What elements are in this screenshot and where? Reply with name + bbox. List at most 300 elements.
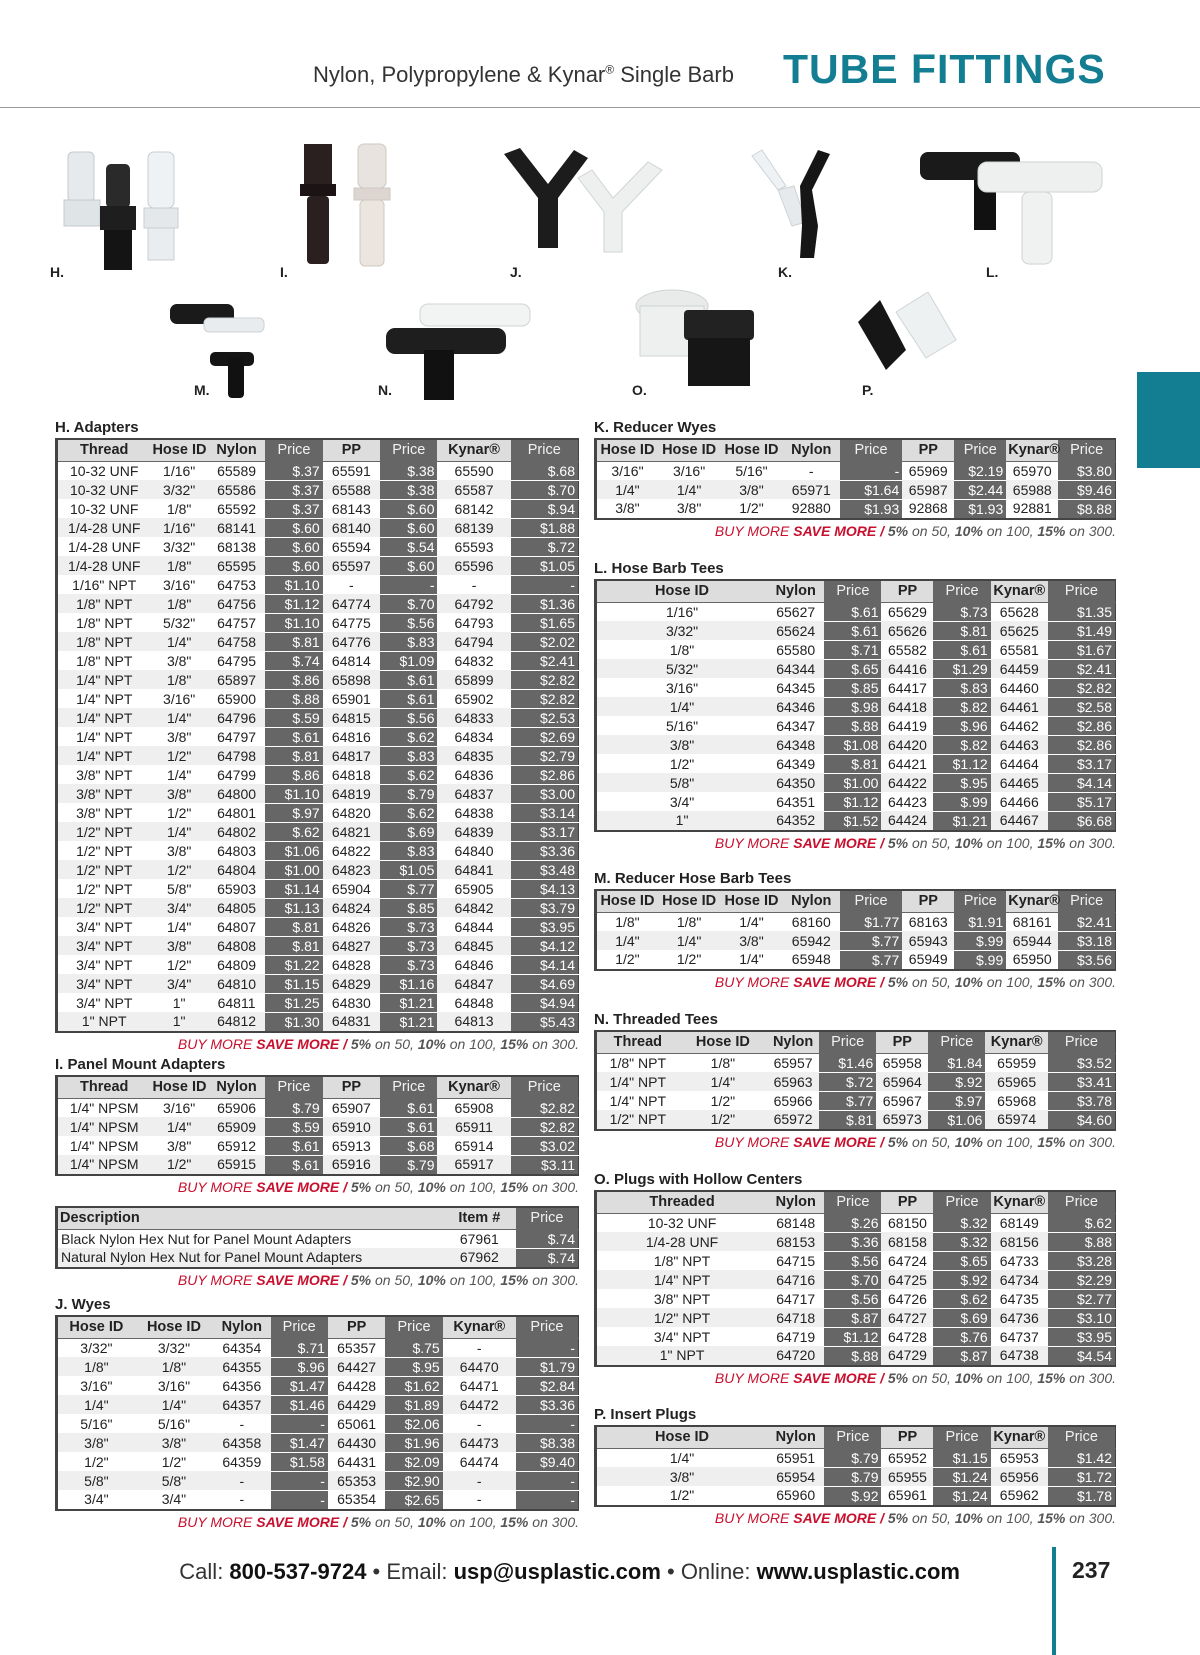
- table-header-row: [596, 580, 1116, 602]
- price-cell: $.81: [265, 936, 322, 955]
- column-header: Price: [511, 1076, 579, 1098]
- table-row: [57, 936, 579, 955]
- table-cell: 64470: [443, 1357, 516, 1376]
- table-cell: 64418: [881, 697, 933, 716]
- table-cell: 64836: [454, 766, 494, 783]
- table-cell: 3/8": [596, 735, 768, 754]
- table-cell: 64807: [217, 918, 257, 935]
- price-cell: $.99: [933, 792, 990, 811]
- website-link[interactable]: www.usplastic.com: [756, 1559, 960, 1584]
- price-cell: $2.86: [1048, 735, 1116, 754]
- price-cell: $1.10: [265, 575, 322, 594]
- column-header: Hose ID: [135, 1316, 213, 1338]
- table-cell: -: [239, 1415, 245, 1432]
- table-cell: 3/4" NPT: [76, 918, 133, 935]
- price-cell: $6.68: [1048, 811, 1116, 831]
- price-cell: $.37: [265, 480, 322, 499]
- price-table: [594, 1030, 1116, 1131]
- table-cell: 64464: [999, 755, 1039, 772]
- price-cell: $1.09: [380, 651, 437, 670]
- photo-label-l: L.: [986, 264, 999, 280]
- price-cell: $1.67: [1048, 640, 1116, 659]
- price-cell: $1.12: [824, 792, 881, 811]
- table-cell: 3/8": [150, 936, 207, 955]
- table-cell: 64462: [999, 717, 1039, 734]
- table-cell: 64830: [331, 994, 371, 1011]
- table-cell: 64734: [991, 1270, 1048, 1289]
- column-header: PP: [328, 1316, 385, 1338]
- table-cell: 64823: [323, 860, 380, 879]
- table-row: [57, 1136, 579, 1155]
- table-cell: 3/32": [596, 621, 768, 640]
- table-cell: 10-32 UNF: [647, 1214, 717, 1231]
- table-cell: 1/4": [57, 1395, 135, 1414]
- table-header-row: [596, 1031, 1116, 1053]
- table-cell: 65061: [337, 1415, 377, 1432]
- panel-mount-adapter-photo: [300, 140, 410, 280]
- table-cell: 64348: [767, 735, 824, 754]
- price-cell: $.62: [1048, 1213, 1116, 1232]
- table-row: [57, 537, 579, 556]
- table-cell: 1/8" NPT: [57, 594, 151, 613]
- table-cell: 65916: [323, 1155, 380, 1175]
- price-cell: $.56: [824, 1289, 881, 1308]
- table-header-row: [596, 1191, 1116, 1213]
- price-cell: $1.35: [1048, 602, 1116, 621]
- table-cell: 3/8": [720, 931, 782, 950]
- price-cell: $.60: [380, 518, 437, 537]
- table-row: [57, 917, 579, 936]
- table-cell: 3/8": [135, 1433, 213, 1452]
- price-cell: -: [380, 575, 437, 594]
- table-row: [57, 1395, 579, 1414]
- price-cell: $.82: [933, 697, 990, 716]
- price-cell: $1.05: [380, 860, 437, 879]
- price-cell: $.62: [380, 803, 437, 822]
- price-cell: $1.36: [511, 594, 579, 613]
- column-header: Price: [840, 439, 902, 461]
- table-row: [596, 640, 1116, 659]
- table-cell: 1" NPT: [57, 1012, 151, 1032]
- table-cell: 1/4" NPSM: [57, 1117, 151, 1136]
- table-cell: 1/4" NPT: [57, 708, 151, 727]
- table-cell: 1/4-28 UNF: [68, 538, 141, 555]
- table-cell: 65629: [888, 603, 927, 620]
- table-cell: 65959: [997, 1054, 1037, 1071]
- price-cell: $4.60: [1048, 1110, 1116, 1130]
- table-cell: 65961: [888, 1487, 927, 1504]
- price-cell: $2.65: [385, 1490, 442, 1510]
- buy-more-save-more-note: BUY MORE SAVE MORE / 5% on 50, 10% on 100, 15% on 300.: [714, 973, 1116, 990]
- price-cell: $1.13: [265, 898, 322, 917]
- price-cell: $3.02: [511, 1136, 579, 1155]
- table-cell: -: [808, 462, 814, 479]
- table-cell: 1/8": [669, 641, 695, 658]
- price-cell: $.77: [840, 931, 902, 950]
- price-cell: $.61: [380, 1098, 437, 1117]
- table-cell: 1/4" NPSM: [57, 1155, 151, 1175]
- table-row: [596, 931, 1116, 950]
- table-cell: 64758: [208, 632, 265, 651]
- table-cell: 64801: [217, 804, 257, 821]
- table-cell: 65962: [999, 1487, 1039, 1504]
- table-row: [596, 1091, 1116, 1110]
- price-cell: $1.96: [385, 1433, 442, 1452]
- email-link[interactable]: usp@usplastic.com: [453, 1559, 661, 1584]
- table-cell: 1/8" NPT: [653, 1252, 711, 1269]
- column-header: Nylon: [783, 890, 840, 912]
- price-cell: $.81: [933, 621, 990, 640]
- price-cell: $1.00: [824, 773, 881, 792]
- table-cell: 5/32": [596, 659, 768, 678]
- table-cell: 1/8" NPT: [76, 652, 133, 669]
- table-cell: 64352: [767, 811, 824, 831]
- table-cell: 1/4": [596, 931, 658, 950]
- table-cell: 65900: [217, 690, 257, 707]
- table-cell: 1/4-28 UNF: [57, 556, 151, 575]
- price-cell: $3.95: [511, 917, 579, 936]
- buy-more-save-more-note: BUY MORE SAVE MORE / 5% on 50, 10% on 100, 15% on 300.: [177, 1271, 579, 1288]
- price-cell: $.79: [265, 1098, 322, 1117]
- table-row: [596, 912, 1116, 931]
- table-cell: 5/8": [135, 1471, 213, 1490]
- price-cell: -: [516, 1471, 579, 1490]
- column-header: Thread: [57, 1076, 151, 1098]
- table-row: [596, 1289, 1116, 1308]
- price-cell: -: [271, 1414, 328, 1433]
- table-cell: 68142: [454, 500, 494, 517]
- price-cell: $.88: [265, 689, 322, 708]
- table-row: [596, 1072, 1116, 1091]
- table-cell: 64737: [999, 1328, 1039, 1345]
- table-cell: 65626: [881, 621, 933, 640]
- price-cell: $1.64: [840, 480, 902, 499]
- column-header: PP: [881, 1426, 933, 1448]
- table-cell: 65988: [1006, 480, 1058, 499]
- price-cell: $3.52: [1048, 1053, 1116, 1072]
- price-cell: $1.10: [265, 613, 322, 632]
- contact-line: Call: 800-537-9724 • Email: usp@usplastic.com • Online: www.usplastic.com: [179, 1559, 960, 1584]
- table-row: [57, 784, 579, 803]
- table-row: [57, 822, 579, 841]
- price-cell: $.85: [824, 678, 881, 697]
- column-header: Kynar®: [443, 1316, 516, 1338]
- table-cell: 1/4": [150, 822, 207, 841]
- price-cell: $1.24: [933, 1467, 990, 1486]
- table-cell: 64821: [323, 822, 380, 841]
- price-cell: $.76: [933, 1327, 990, 1346]
- price-cell: $.62: [265, 822, 322, 841]
- price-cell: $.73: [933, 602, 990, 621]
- table-cell: 68149: [999, 1214, 1039, 1231]
- table-cell: 1/4": [150, 708, 207, 727]
- price-cell: $.56: [824, 1251, 881, 1270]
- page-subtitle: Nylon, Polypropylene & Kynar® Single Barb: [313, 62, 734, 87]
- table-cell: 5/16": [735, 462, 768, 479]
- price-cell: $.92: [933, 1270, 990, 1289]
- table-cell: 1/2": [84, 1453, 109, 1470]
- column-header: Hose ID: [596, 890, 658, 912]
- table-row: [596, 1270, 1116, 1289]
- table-cell: 65907: [331, 1099, 371, 1116]
- price-cell: $1.25: [265, 993, 322, 1012]
- table-cell: 65901: [331, 690, 371, 707]
- column-header: Price: [1058, 439, 1115, 461]
- table-row: [596, 811, 1116, 831]
- table-cell: 64350: [767, 773, 824, 792]
- table-cell: 5/16": [157, 1415, 191, 1432]
- table-cell: 65972: [767, 1110, 819, 1130]
- price-cell: $1.93: [840, 499, 902, 519]
- photo-label-i: I.: [280, 264, 288, 280]
- table-cell: -: [476, 1339, 482, 1356]
- price-cell: $.74: [516, 1229, 579, 1248]
- table-cell: 64757: [217, 614, 257, 631]
- table-row: [57, 1248, 579, 1268]
- price-cell: $9.46: [1058, 480, 1115, 499]
- price-cell: $3.36: [516, 1395, 579, 1414]
- table-cell: 64461: [991, 697, 1048, 716]
- table-row: [57, 670, 579, 689]
- price-cell: $.71: [824, 640, 881, 659]
- table-cell: 65353: [328, 1471, 385, 1490]
- table-cell: 3/8" NPT: [653, 1290, 711, 1307]
- table-cell: 64838: [454, 804, 494, 821]
- insert-plug-photo: [852, 292, 962, 382]
- price-cell: $1.89: [385, 1395, 442, 1414]
- column-header: Nylon: [767, 1191, 824, 1213]
- reducer-hose-barb-tees-section: [594, 869, 1116, 993]
- table-cell: 3/16": [157, 1377, 191, 1394]
- table-cell: 68158: [881, 1232, 933, 1251]
- table-cell: 64811: [217, 994, 256, 1011]
- column-header: Hose ID: [720, 890, 782, 912]
- table-cell: 65954: [767, 1467, 824, 1486]
- table-cell: 5/32": [163, 614, 196, 631]
- price-cell: -: [511, 575, 579, 594]
- table-cell: 64837: [437, 784, 510, 803]
- table-cell: 65950: [1012, 951, 1052, 968]
- price-cell: $1.58: [271, 1452, 328, 1471]
- price-cell: $.75: [385, 1338, 442, 1357]
- price-cell: $4.69: [511, 974, 579, 993]
- table-cell: 64829: [323, 974, 380, 993]
- column-header: Price: [824, 1426, 881, 1448]
- column-header: Kynar®: [991, 1426, 1048, 1448]
- table-cell: 65897: [208, 670, 265, 689]
- table-cell: 64813: [437, 1012, 510, 1032]
- table-cell: 65987: [902, 480, 954, 499]
- table-cell: 64792: [437, 594, 510, 613]
- section-title: N. Threaded Tees: [594, 1011, 718, 1028]
- table-cell: 64719: [776, 1328, 816, 1345]
- table-cell: 65958: [882, 1054, 922, 1071]
- table-cell: 1/4" NPT: [596, 1072, 679, 1091]
- table-cell: 1/16": [665, 603, 699, 620]
- table-row: [596, 1346, 1116, 1366]
- table-cell: 65902: [454, 690, 494, 707]
- price-cell: $.60: [380, 499, 437, 518]
- table-cell: 1/16": [150, 518, 207, 537]
- column-header: Price: [271, 1316, 328, 1338]
- table-cell: -: [443, 1471, 516, 1490]
- table-cell: 1/8": [710, 1054, 736, 1071]
- price-cell: $.81: [265, 917, 322, 936]
- price-cell: $.79: [824, 1467, 881, 1486]
- table-row: [596, 716, 1116, 735]
- price-cell: $1.21: [933, 811, 990, 831]
- table-cell: 3/8": [57, 1433, 135, 1452]
- table-cell: 64828: [331, 956, 371, 973]
- table-cell: 1/4": [596, 697, 768, 716]
- table-cell: 65974: [985, 1110, 1047, 1130]
- table-header-row: [596, 1426, 1116, 1448]
- table-cell: 64463: [991, 735, 1048, 754]
- column-header: Nylon: [767, 1031, 819, 1053]
- table-row: [596, 1213, 1116, 1232]
- price-cell: $.88: [824, 716, 881, 735]
- table-row: [57, 1229, 579, 1248]
- table-cell: 64824: [323, 898, 380, 917]
- table-cell: 64803: [217, 842, 257, 859]
- table-cell: 64844: [454, 918, 494, 935]
- price-cell: $.95: [933, 773, 990, 792]
- table-cell: 65949: [908, 951, 948, 968]
- photo-label-p: P.: [862, 382, 874, 398]
- table-cell: 65624: [767, 621, 824, 640]
- price-cell: $.73: [380, 917, 437, 936]
- price-cell: $3.95: [1048, 1327, 1116, 1346]
- table-cell: 1/2": [669, 1487, 695, 1504]
- table-row: [596, 773, 1116, 792]
- price-cell: $.68: [511, 461, 579, 480]
- price-cell: $1.62: [385, 1376, 442, 1395]
- price-cell: $.69: [380, 822, 437, 841]
- footer-divider: [1052, 1547, 1056, 1655]
- price-cell: $2.79: [511, 746, 579, 765]
- table-cell: 68143: [331, 500, 371, 517]
- price-cell: $.96: [933, 716, 990, 735]
- column-header: Price: [840, 890, 902, 912]
- hose-barb-tee-photo: [918, 150, 1108, 270]
- table-cell: 1/16" NPT: [72, 576, 137, 593]
- price-cell: -: [271, 1490, 328, 1510]
- table-cell: 65911: [437, 1117, 510, 1136]
- price-table: [55, 438, 579, 1033]
- price-cell: $.86: [265, 765, 322, 784]
- buy-more-save-more-note: BUY MORE SAVE MORE / 5% on 50, 10% on 100, 15% on 300.: [177, 1513, 579, 1530]
- price-cell: $.56: [380, 613, 437, 632]
- table-cell: 64716: [767, 1270, 824, 1289]
- table-cell: 64467: [991, 811, 1048, 831]
- table-cell: 1/2" NPT: [57, 822, 151, 841]
- table-cell: 64833: [437, 708, 510, 727]
- table-cell: 1/4" NPT: [596, 1270, 768, 1289]
- price-cell: $8.38: [516, 1433, 579, 1452]
- table-cell: 64842: [437, 898, 510, 917]
- table-row: [596, 480, 1116, 499]
- table-cell: 64419: [888, 717, 927, 734]
- price-cell: $.99: [954, 950, 1006, 970]
- section-title: P. Insert Plugs: [594, 1406, 697, 1423]
- table-cell: 1/2" NPT: [57, 860, 151, 879]
- table-row: [57, 689, 579, 708]
- reducer-hose-barb-tee-photo: [170, 298, 270, 402]
- price-cell: $1.79: [516, 1357, 579, 1376]
- column-header: Nylon: [208, 1076, 265, 1098]
- table-cell: 65914: [454, 1137, 494, 1154]
- table-header-row: [57, 1316, 579, 1338]
- phone-link[interactable]: 800-537-9724: [229, 1559, 367, 1584]
- column-header: Hose ID: [57, 1316, 135, 1338]
- table-cell: 3/16": [163, 1099, 196, 1116]
- table-row: [57, 974, 579, 993]
- table-cell: 1/2": [161, 1453, 187, 1470]
- table-cell: 64355: [213, 1357, 270, 1376]
- table-row: [57, 1338, 579, 1357]
- table-row: [596, 1308, 1116, 1327]
- table-cell: 64840: [454, 842, 494, 859]
- price-cell: $2.82: [511, 689, 579, 708]
- price-cell: $3.48: [511, 860, 579, 879]
- price-cell: $1.24: [933, 1486, 990, 1506]
- table-cell: 64799: [217, 766, 257, 783]
- table-cell: 1/8": [150, 670, 207, 689]
- price-cell: $2.90: [385, 1471, 442, 1490]
- table-cell: 65581: [999, 641, 1039, 658]
- table-cell: 65580: [776, 641, 816, 658]
- table-cell: -: [239, 1491, 245, 1508]
- price-cell: $.54: [380, 537, 437, 556]
- table-cell: 3/4": [84, 1491, 109, 1508]
- table-cell: 64422: [881, 773, 933, 792]
- table-cell: 64471: [459, 1377, 499, 1394]
- price-cell: $.38: [380, 461, 437, 480]
- price-cell: $.81: [819, 1110, 876, 1130]
- table-cell: 1/4": [739, 913, 764, 930]
- price-cell: $.72: [511, 537, 579, 556]
- table-cell: 64820: [331, 804, 371, 821]
- table-cell: 3/4" NPT: [57, 936, 151, 955]
- table-cell: 65593: [454, 538, 494, 555]
- price-cell: $3.17: [511, 822, 579, 841]
- table-cell: 65898: [323, 670, 380, 689]
- table-cell: 64817: [323, 746, 380, 765]
- price-cell: $2.86: [511, 765, 579, 784]
- table-cell: 1/4": [150, 1117, 207, 1136]
- table-cell: 65944: [1006, 931, 1058, 950]
- price-cell: $4.14: [1048, 773, 1116, 792]
- price-table: [55, 1206, 579, 1269]
- table-row: [57, 632, 579, 651]
- table-cell: 65955: [881, 1467, 933, 1486]
- price-cell: -: [516, 1490, 579, 1510]
- price-cell: $.83: [380, 746, 437, 765]
- price-cell: -: [271, 1471, 328, 1490]
- table-cell: 64774: [323, 594, 380, 613]
- table-cell: 64832: [454, 652, 494, 669]
- price-cell: $.61: [265, 1155, 322, 1175]
- price-cell: $3.41: [1048, 1072, 1116, 1091]
- column-header: PP: [323, 1076, 380, 1098]
- table-cell: 65909: [208, 1117, 265, 1136]
- price-cell: $8.88: [1058, 499, 1115, 519]
- column-header: Kynar®: [1006, 439, 1058, 461]
- price-cell: $.61: [265, 1136, 322, 1155]
- price-cell: $.60: [265, 556, 322, 575]
- buy-more-save-more-note: BUY MORE SAVE MORE / 5% on 50, 10% on 100, 15% on 300.: [714, 1509, 1116, 1526]
- table-cell: 64802: [208, 822, 265, 841]
